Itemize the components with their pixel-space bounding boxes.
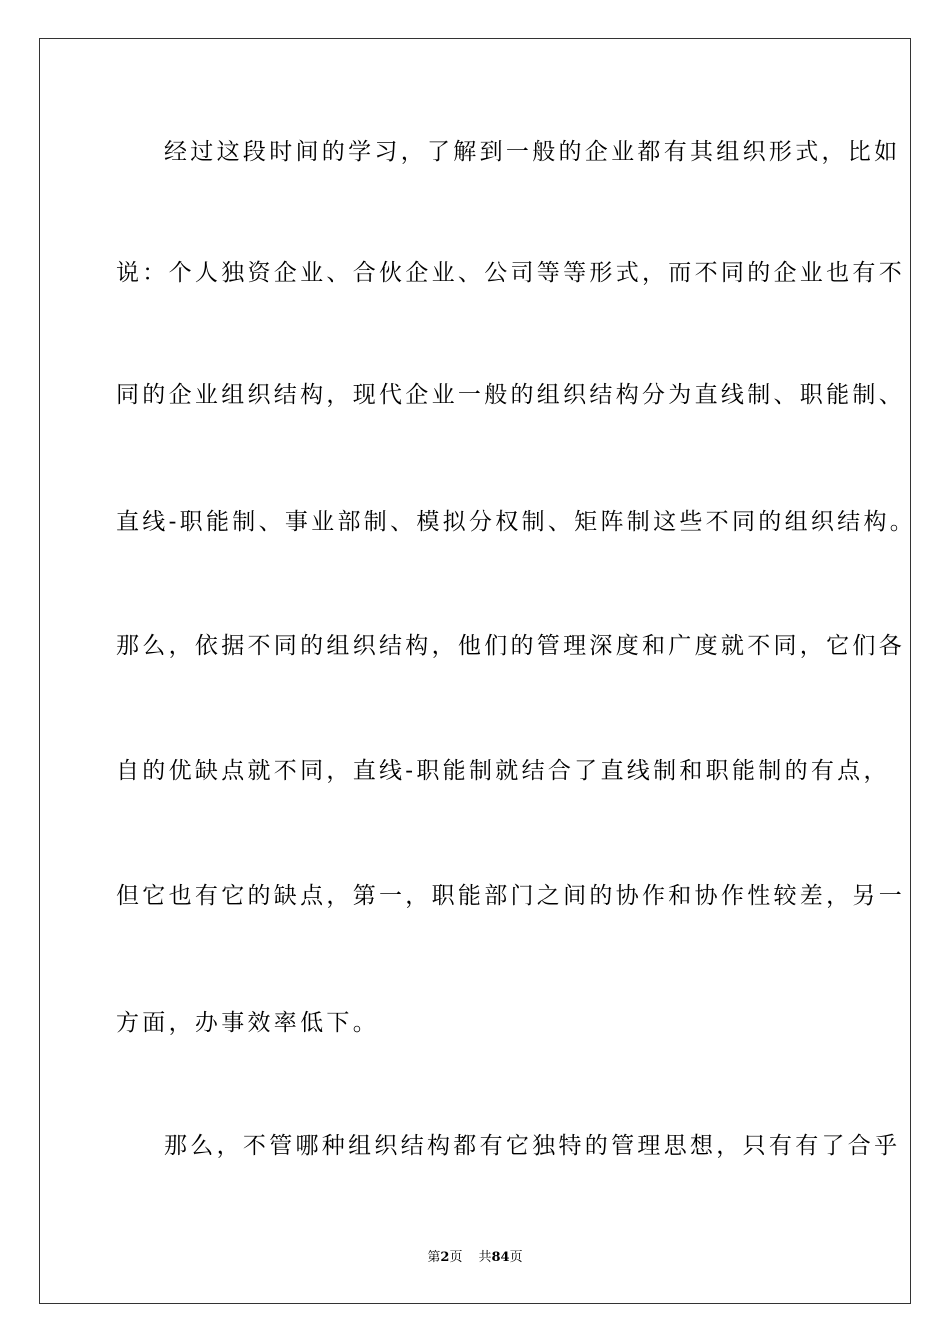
- paragraph-line: 同的企业组织结构，现代企业一般的组织结构分为直线制、职能制、: [116, 382, 905, 408]
- paragraph-line: 那么，依据不同的组织结构，他们的管理深度和广度就不同，它们各: [116, 633, 905, 659]
- paragraph-line: 经过这段时间的学习，了解到一般的企业都有其组织形式，比如: [164, 139, 901, 165]
- page-suffix: 页: [449, 1250, 463, 1265]
- paragraph-line: 但它也有它的缺点，第一，职能部门之间的协作和协作性较差，另一: [116, 883, 905, 909]
- page-border: [39, 38, 917, 1304]
- paragraph-line: 说：个人独资企业、合伙企业、公司等等形式，而不同的企业也有不: [116, 260, 905, 286]
- total-prefix: 共: [478, 1250, 492, 1265]
- paragraph-line: 直线-职能制、事业部制、模拟分权制、矩阵制这些不同的组织结构。: [116, 509, 917, 535]
- paragraph-line: 方面，办事效率低下。: [116, 1010, 379, 1036]
- total-pages: 84: [491, 1250, 510, 1265]
- page-number: 2: [440, 1250, 450, 1265]
- page-footer: [0, 1246, 950, 1265]
- paragraph-line: 那么，不管哪种组织结构都有它独特的管理思想，只有有了合乎: [164, 1133, 901, 1159]
- total-suffix: 页: [509, 1250, 523, 1265]
- page-prefix: 第: [427, 1250, 441, 1265]
- paragraph-line: 自的优缺点就不同，直线-职能制就结合了直线制和职能制的有点，: [116, 758, 890, 784]
